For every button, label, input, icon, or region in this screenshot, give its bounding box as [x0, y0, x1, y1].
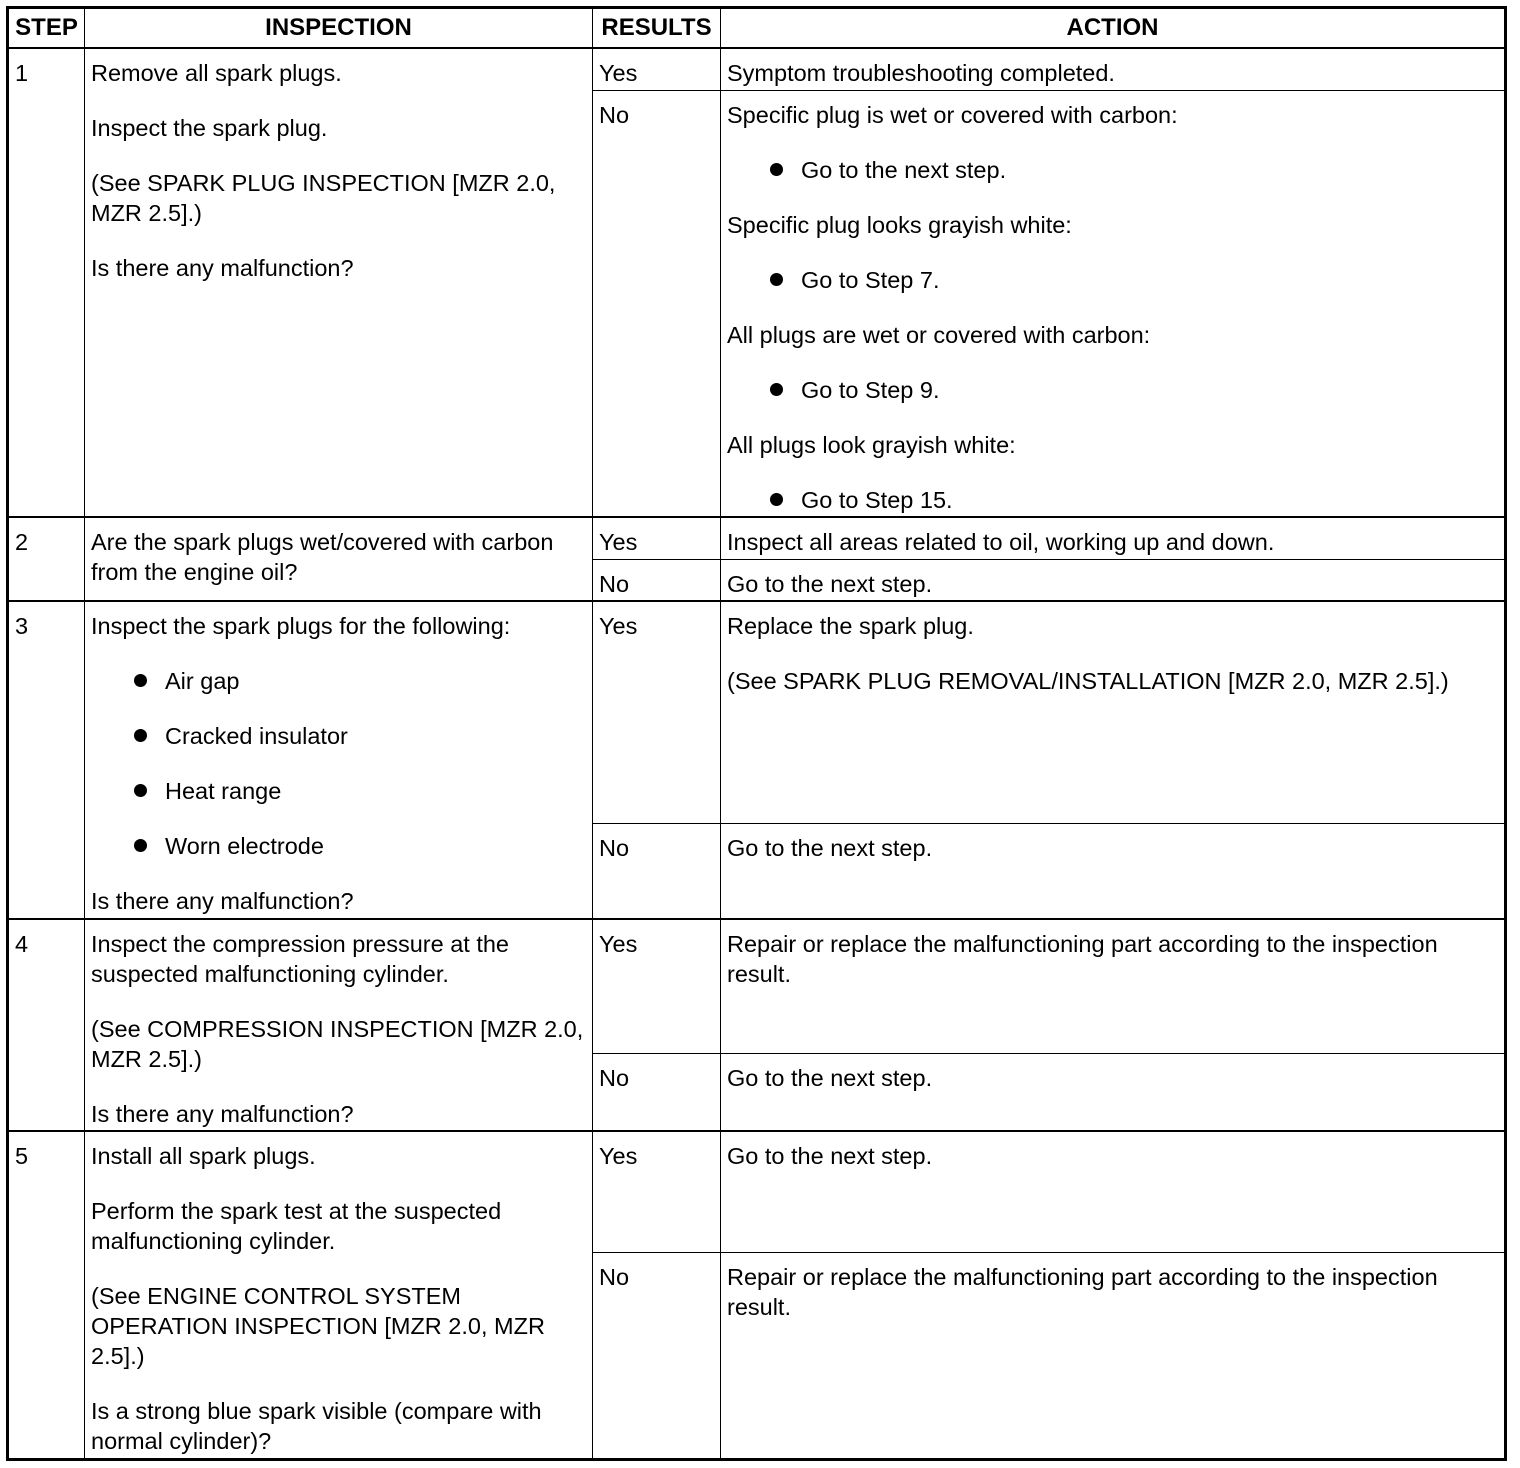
bullet-text: Worn electrode — [165, 833, 324, 859]
result-label: No — [593, 560, 721, 602]
inspection-question: Is there any malfunction? — [91, 1101, 354, 1127]
inspection-reference: (See SPARK PLUG INSPECTION [MZR 2.0, MZR 2.5].) — [91, 170, 556, 226]
inspection-cell — [85, 518, 593, 602]
inspection-text: Inspect the compression pressure at the suspected malfunctioning cylinder. — [91, 931, 509, 987]
action-text: Repair or replace the malfunctioning part according to the inspection result. — [727, 1264, 1438, 1320]
inspection-cell — [85, 1132, 593, 1460]
action-bullet — [727, 375, 1498, 405]
action-cell — [721, 920, 1504, 1054]
inspection-text: Inspect the spark plugs for the following: — [91, 613, 511, 639]
step-number: 4 — [9, 920, 85, 1132]
bullet-text: Air gap — [165, 668, 240, 694]
inspection-bullet — [91, 666, 586, 696]
action-cell — [721, 824, 1504, 920]
inspection-bullet — [91, 776, 586, 806]
bullet-icon — [134, 784, 147, 797]
bullet-icon — [770, 493, 783, 506]
bullet-icon — [134, 729, 147, 742]
inspection-bullet — [91, 721, 586, 751]
action-text: Specific plug looks grayish white: — [727, 212, 1072, 238]
result-label: No — [593, 824, 721, 920]
action-text: Repair or replace the malfunctioning part according to the inspection result. — [727, 931, 1438, 987]
action-text: Go to the next step. — [727, 1065, 933, 1091]
bullet-text: Heat range — [165, 778, 282, 804]
bullet-icon — [134, 839, 147, 852]
action-text: Symptom troubleshooting completed. — [727, 60, 1115, 86]
action-text: All plugs look grayish white: — [727, 432, 1016, 458]
bullet-icon — [770, 383, 783, 396]
inspection-text: Inspect the spark plug. — [91, 115, 328, 141]
action-cell — [721, 560, 1504, 602]
action-cell — [721, 1253, 1504, 1460]
table-grid — [9, 9, 1504, 1458]
result-label: Yes — [593, 518, 721, 560]
inspection-question: Is there any malfunction? — [91, 255, 354, 281]
inspection-cell — [85, 602, 593, 920]
bullet-text: Cracked insulator — [165, 723, 348, 749]
action-cell — [721, 518, 1504, 560]
action-bullet — [727, 485, 1498, 515]
inspection-bullet — [91, 831, 586, 861]
header-action: ACTION — [721, 9, 1504, 49]
action-bullet — [727, 155, 1498, 185]
action-cell — [721, 49, 1504, 91]
action-text: Replace the spark plug. — [727, 613, 974, 639]
action-text: Specific plug is wet or covered with carbon: — [727, 102, 1178, 128]
bullet-text: Go to Step 15. — [801, 487, 953, 513]
result-label: No — [593, 1054, 721, 1132]
header-inspection: INSPECTION — [85, 9, 593, 49]
result-label: Yes — [593, 602, 721, 824]
step-number: 2 — [9, 518, 85, 602]
bullet-text: Go to Step 7. — [801, 267, 940, 293]
result-label: No — [593, 1253, 721, 1460]
action-cell — [721, 1054, 1504, 1132]
action-text: All plugs are wet or covered with carbon: — [727, 322, 1151, 348]
action-bullet — [727, 265, 1498, 295]
bullet-icon — [770, 163, 783, 176]
bullet-text: Go to Step 9. — [801, 377, 940, 403]
result-label: No — [593, 91, 721, 518]
action-cell — [721, 1132, 1504, 1253]
step-number: 3 — [9, 602, 85, 920]
inspection-text: Perform the spark test at the suspected malfunctioning cylinder. — [91, 1198, 502, 1254]
header-results: RESULTS — [593, 9, 721, 49]
action-text: Go to the next step. — [727, 571, 933, 597]
step-number: 1 — [9, 49, 85, 518]
inspection-reference: (See COMPRESSION INSPECTION [MZR 2.0, MZR 2.5].) — [91, 1016, 584, 1072]
step-number: 5 — [9, 1132, 85, 1460]
bullet-text: Go to the next step. — [801, 157, 1007, 183]
inspection-question: Is a strong blue spark visible (compare with normal cylinder)? — [91, 1398, 542, 1454]
result-label: Yes — [593, 49, 721, 91]
action-reference: (See SPARK PLUG REMOVAL/INSTALLATION [MZR 2.0, MZR 2.5].) — [727, 668, 1449, 694]
action-text: Go to the next step. — [727, 1143, 933, 1169]
troubleshooting-table — [6, 6, 1507, 1461]
result-label: Yes — [593, 1132, 721, 1253]
inspection-reference: (See ENGINE CONTROL SYSTEM OPERATION INSPECTION [MZR 2.0, MZR 2.5].) — [91, 1283, 545, 1369]
inspection-cell — [85, 49, 593, 518]
inspection-text: Install all spark plugs. — [91, 1143, 316, 1169]
action-text: Go to the next step. — [727, 835, 933, 861]
action-text: Inspect all areas related to oil, working up and down. — [727, 529, 1275, 555]
header-step: STEP — [9, 9, 85, 49]
inspection-question: Are the spark plugs wet/covered with carbon from the engine oil? — [91, 529, 554, 585]
bullet-icon — [134, 674, 147, 687]
inspection-cell — [85, 920, 593, 1132]
result-label: Yes — [593, 920, 721, 1054]
action-cell — [721, 602, 1504, 824]
inspection-text: Remove all spark plugs. — [91, 60, 342, 86]
inspection-question: Is there any malfunction? — [91, 888, 354, 914]
action-cell — [721, 91, 1504, 518]
bullet-icon — [770, 273, 783, 286]
